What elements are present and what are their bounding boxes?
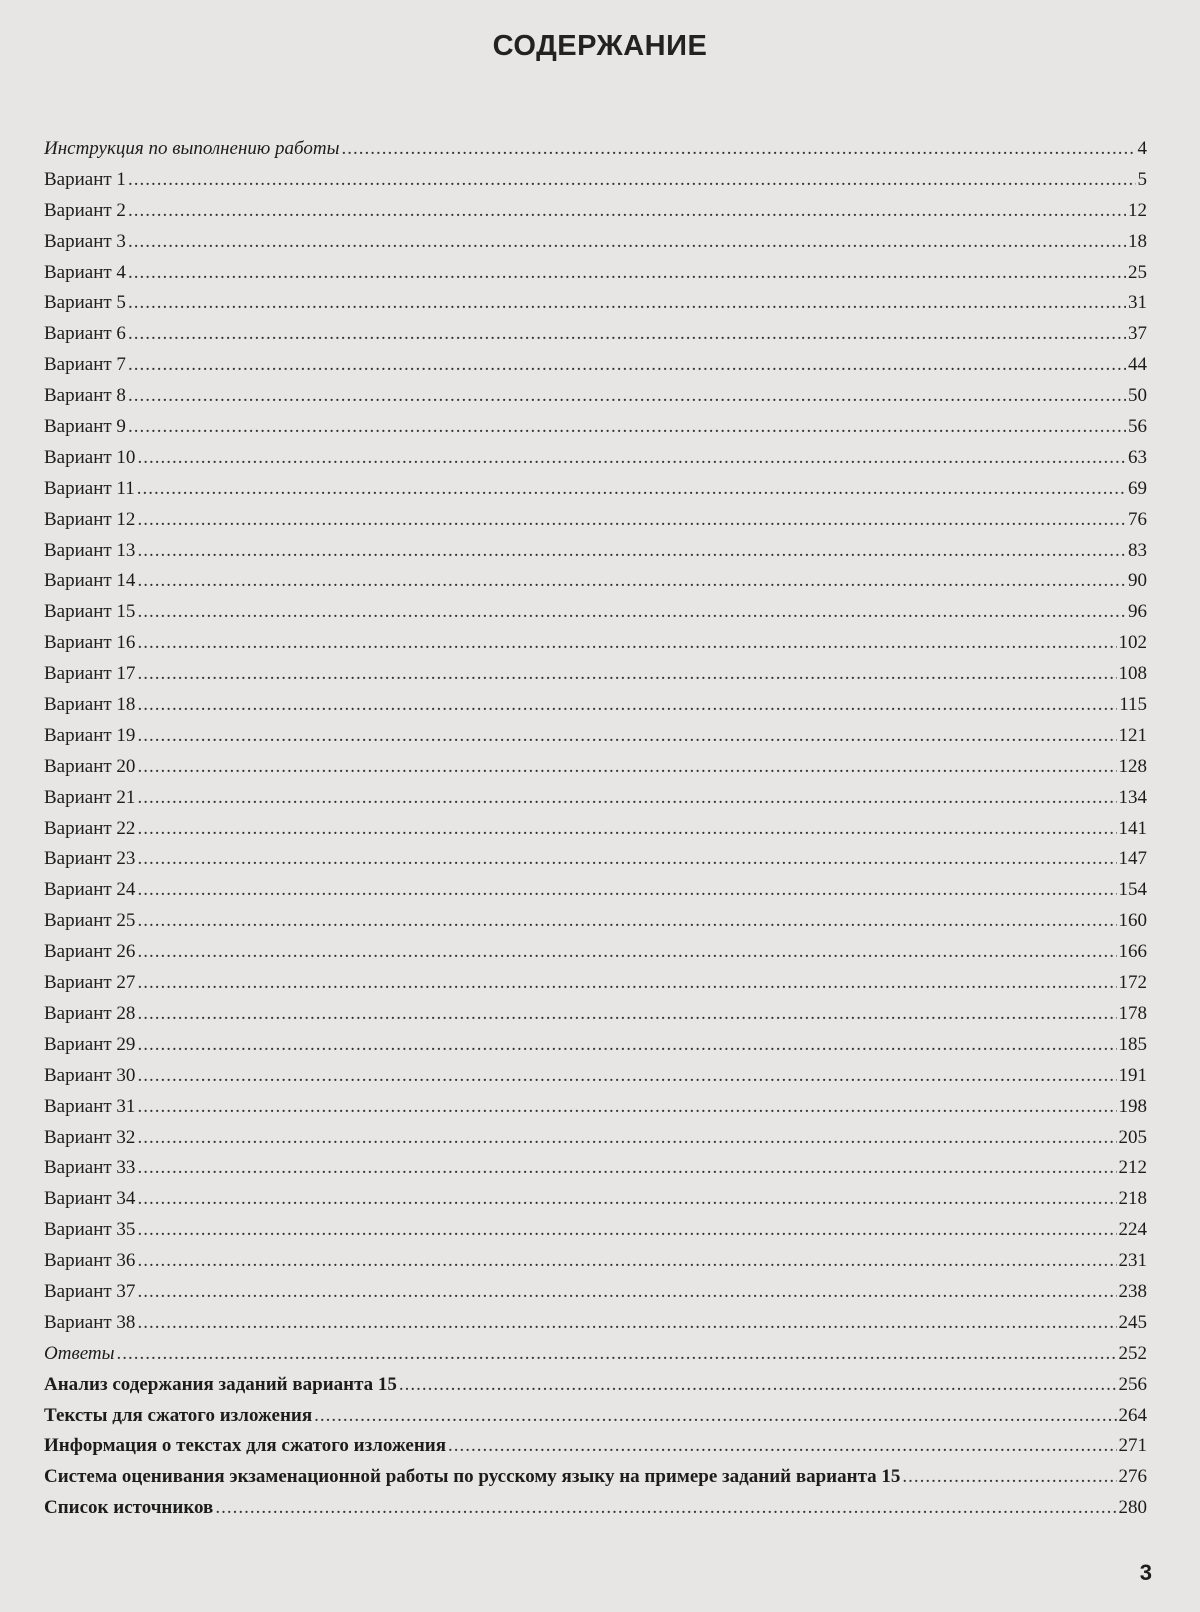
toc-entry xyxy=(44,1462,1147,1493)
toc-entry-label: Вариант 25 xyxy=(44,910,136,932)
toc-entry-label: Вариант 31 xyxy=(44,1095,136,1117)
toc-entry xyxy=(44,1030,1147,1061)
toc-entry-page: 212 xyxy=(1118,1157,1147,1179)
toc-entry-label: Вариант 22 xyxy=(44,817,136,839)
dot-leader xyxy=(137,783,1116,814)
dot-leader xyxy=(137,1308,1116,1339)
dot-leader xyxy=(341,134,1135,165)
dot-leader xyxy=(137,814,1116,845)
toc-entry-label: Вариант 27 xyxy=(44,972,136,994)
toc-entry-label: Вариант 37 xyxy=(44,1280,136,1302)
dot-leader xyxy=(128,258,1126,289)
toc-entry-page: 154 xyxy=(1118,879,1147,901)
toc-entry-page: 264 xyxy=(1118,1404,1147,1426)
toc-entry xyxy=(44,381,1147,412)
dot-leader xyxy=(137,968,1116,999)
toc-entry-label: Вариант 9 xyxy=(44,416,126,438)
dot-leader xyxy=(137,597,1126,628)
toc-entry-label: Информация о текстах для сжатого изложения xyxy=(44,1435,447,1457)
dot-leader xyxy=(137,937,1116,968)
toc-entry-label: Вариант 2 xyxy=(44,199,126,221)
toc-entry xyxy=(44,1215,1147,1246)
toc-entry-label: Вариант 13 xyxy=(44,539,136,561)
toc-entry xyxy=(44,783,1147,814)
toc-entry-page: 108 xyxy=(1118,663,1147,685)
toc-entry-label: Вариант 11 xyxy=(44,477,135,499)
dot-leader xyxy=(128,350,1126,381)
toc-entry xyxy=(44,1401,1147,1432)
toc-entry-page: 56 xyxy=(1128,416,1147,438)
toc-entry-page: 12 xyxy=(1128,199,1147,221)
dot-leader xyxy=(128,412,1126,443)
dot-leader xyxy=(448,1431,1116,1462)
toc-entry-label: Вариант 24 xyxy=(44,879,136,901)
toc-entry xyxy=(44,628,1147,659)
dot-leader xyxy=(137,844,1116,875)
toc-entry-label: Вариант 29 xyxy=(44,1033,136,1055)
toc-entry xyxy=(44,844,1147,875)
toc-entry xyxy=(44,288,1147,319)
dot-leader xyxy=(137,1184,1116,1215)
toc-entry-page: 166 xyxy=(1118,941,1147,963)
dot-leader xyxy=(902,1462,1116,1493)
toc-entry-label: Вариант 16 xyxy=(44,632,136,654)
toc-entry-page: 102 xyxy=(1118,632,1147,654)
toc-entry xyxy=(44,1277,1147,1308)
toc-entry xyxy=(44,196,1147,227)
toc-entry-label: Ответы xyxy=(44,1342,115,1364)
dot-leader xyxy=(137,1153,1116,1184)
toc-entry-label: Вариант 7 xyxy=(44,354,126,376)
toc-entry-label: Вариант 32 xyxy=(44,1126,136,1148)
toc-entry-page: 231 xyxy=(1118,1250,1147,1272)
toc-entry-label: Вариант 34 xyxy=(44,1188,136,1210)
toc-entry-label: Анализ содержания заданий варианта 15 xyxy=(44,1373,397,1395)
toc-entry-label: Система оценивания экзаменационной работы по русскому языку на примере заданий варианта 15 xyxy=(44,1466,901,1488)
toc-entry-page: 252 xyxy=(1118,1342,1147,1364)
toc-entry-label: Вариант 21 xyxy=(44,786,136,808)
toc-entry-label: Список источников xyxy=(44,1497,214,1519)
dot-leader xyxy=(116,1339,1116,1370)
toc-entry-page: 37 xyxy=(1128,323,1147,345)
toc-entry-page: 50 xyxy=(1128,385,1147,407)
toc-entry-label: Вариант 1 xyxy=(44,168,126,190)
dot-leader xyxy=(137,1277,1116,1308)
dot-leader xyxy=(137,752,1116,783)
toc-entry xyxy=(44,1123,1147,1154)
toc-entry xyxy=(44,814,1147,845)
toc-entry-page: 134 xyxy=(1118,786,1147,808)
dot-leader xyxy=(215,1493,1116,1524)
dot-leader xyxy=(137,906,1116,937)
toc-entry-page: 25 xyxy=(1128,261,1147,283)
dot-leader xyxy=(128,165,1136,196)
toc-entry-label: Вариант 30 xyxy=(44,1064,136,1086)
toc-entry-page: 141 xyxy=(1118,817,1147,839)
toc-entry-label: Вариант 20 xyxy=(44,755,136,777)
dot-leader xyxy=(128,381,1126,412)
toc-entry xyxy=(44,1153,1147,1184)
toc-entry-label: Вариант 15 xyxy=(44,601,136,623)
toc-entry xyxy=(44,875,1147,906)
dot-leader xyxy=(137,690,1117,721)
toc-entry-label: Вариант 4 xyxy=(44,261,126,283)
toc-entry-page: 128 xyxy=(1118,755,1147,777)
toc-entry xyxy=(44,1308,1147,1339)
dot-leader xyxy=(137,999,1116,1030)
toc-entry-page: 205 xyxy=(1118,1126,1147,1148)
toc-entry xyxy=(44,165,1147,196)
toc-entry xyxy=(44,412,1147,443)
toc-entry-page: 280 xyxy=(1118,1497,1147,1519)
toc-entry xyxy=(44,721,1147,752)
dot-leader xyxy=(137,566,1126,597)
toc-entry xyxy=(44,227,1147,258)
dot-leader xyxy=(128,288,1126,319)
dot-leader xyxy=(314,1401,1116,1432)
toc-entry-page: 121 xyxy=(1118,724,1147,746)
toc-entry-label: Инструкция по выполнению работы xyxy=(44,138,340,159)
toc-entry-page: 4 xyxy=(1137,138,1147,159)
toc-entry-page: 83 xyxy=(1128,539,1147,561)
toc-entry xyxy=(44,350,1147,381)
toc-entry xyxy=(44,1431,1147,1462)
toc-entry xyxy=(44,1061,1147,1092)
toc-entry xyxy=(44,1184,1147,1215)
toc-entry-label: Вариант 8 xyxy=(44,385,126,407)
toc-entry xyxy=(44,474,1147,505)
page-title: СОДЕРЖАНИЕ xyxy=(492,30,708,62)
toc-entry xyxy=(44,937,1147,968)
dot-leader xyxy=(137,659,1116,690)
toc-entry-label: Вариант 36 xyxy=(44,1250,136,1272)
toc-entry-label: Вариант 12 xyxy=(44,508,136,530)
toc-entry xyxy=(44,1092,1147,1123)
toc-entry xyxy=(44,1493,1147,1524)
toc-entry-label: Вариант 10 xyxy=(44,446,136,468)
toc-entry-page: 90 xyxy=(1128,570,1147,592)
toc-entry-page: 76 xyxy=(1128,508,1147,530)
dot-leader xyxy=(137,875,1116,906)
toc-entry-page: 185 xyxy=(1118,1033,1147,1055)
toc-entry-page: 69 xyxy=(1128,477,1147,499)
toc-entry-label: Вариант 18 xyxy=(44,694,136,716)
dot-leader xyxy=(137,1215,1116,1246)
toc-entry-page: 96 xyxy=(1128,601,1147,623)
dot-leader xyxy=(137,443,1126,474)
toc-entry-page: 238 xyxy=(1118,1280,1147,1302)
dot-leader xyxy=(399,1370,1117,1401)
page-number: 3 xyxy=(1139,1560,1152,1585)
toc-entry xyxy=(44,443,1147,474)
dot-leader xyxy=(137,1123,1116,1154)
toc-entry xyxy=(44,1339,1147,1370)
toc-entry xyxy=(44,1370,1147,1401)
toc-entry xyxy=(44,999,1147,1030)
dot-leader xyxy=(137,536,1126,567)
toc-entry-label: Вариант 3 xyxy=(44,230,126,252)
toc-entry-page: 5 xyxy=(1137,168,1147,190)
toc-entry-label: Вариант 26 xyxy=(44,941,136,963)
toc-entry-page: 191 xyxy=(1118,1064,1147,1086)
dot-leader xyxy=(137,1061,1116,1092)
toc-entry-label: Вариант 23 xyxy=(44,848,136,870)
dot-leader xyxy=(137,628,1116,659)
dot-leader xyxy=(128,196,1126,227)
toc-entry-label: Вариант 35 xyxy=(44,1219,136,1241)
dot-leader xyxy=(137,474,1126,505)
toc-entry-page: 218 xyxy=(1118,1188,1147,1210)
toc-entry xyxy=(44,536,1147,567)
dot-leader xyxy=(137,721,1116,752)
toc-entry-label: Вариант 19 xyxy=(44,724,136,746)
toc-entry-label: Вариант 14 xyxy=(44,570,136,592)
toc-entry-page: 276 xyxy=(1118,1466,1147,1488)
dot-leader xyxy=(137,1092,1116,1123)
toc-entry-page: 115 xyxy=(1119,694,1147,716)
toc-entry xyxy=(44,566,1147,597)
toc-entry-page: 160 xyxy=(1118,910,1147,932)
toc-entry-page: 147 xyxy=(1118,848,1147,870)
toc-entry xyxy=(44,134,1147,165)
dot-leader xyxy=(137,1030,1116,1061)
toc-entry xyxy=(44,597,1147,628)
toc-entry xyxy=(44,752,1147,783)
toc-entry xyxy=(44,659,1147,690)
toc-entry-label: Вариант 33 xyxy=(44,1157,136,1179)
toc-entry-page: 245 xyxy=(1118,1311,1147,1333)
dot-leader xyxy=(128,227,1126,258)
toc-entry-page: 271 xyxy=(1118,1435,1147,1457)
toc-entry-label: Вариант 38 xyxy=(44,1311,136,1333)
toc-entry-label: Вариант 6 xyxy=(44,323,126,345)
toc-entry-page: 178 xyxy=(1118,1002,1147,1024)
toc-entry-page: 63 xyxy=(1128,446,1147,468)
dot-leader xyxy=(128,319,1126,350)
toc-entry xyxy=(44,1246,1147,1277)
table-of-contents xyxy=(44,134,1147,1524)
dot-leader xyxy=(137,1246,1116,1277)
dot-leader xyxy=(137,505,1126,536)
toc-entry-label: Вариант 17 xyxy=(44,663,136,685)
toc-entry-label: Вариант 5 xyxy=(44,292,126,314)
toc-entry xyxy=(44,690,1147,721)
toc-entry-page: 256 xyxy=(1118,1373,1147,1395)
toc-entry-page: 172 xyxy=(1118,972,1147,994)
toc-entry-page: 31 xyxy=(1128,292,1147,314)
toc-entry-label: Вариант 28 xyxy=(44,1002,136,1024)
toc-entry-page: 18 xyxy=(1128,230,1147,252)
toc-entry xyxy=(44,906,1147,937)
toc-entry xyxy=(44,968,1147,999)
toc-entry-page: 198 xyxy=(1118,1095,1147,1117)
toc-entry xyxy=(44,319,1147,350)
toc-entry-page: 224 xyxy=(1118,1219,1147,1241)
toc-entry xyxy=(44,258,1147,289)
toc-entry-page: 44 xyxy=(1128,354,1147,376)
toc-entry xyxy=(44,505,1147,536)
toc-entry-label: Тексты для сжатого изложения xyxy=(44,1404,313,1426)
